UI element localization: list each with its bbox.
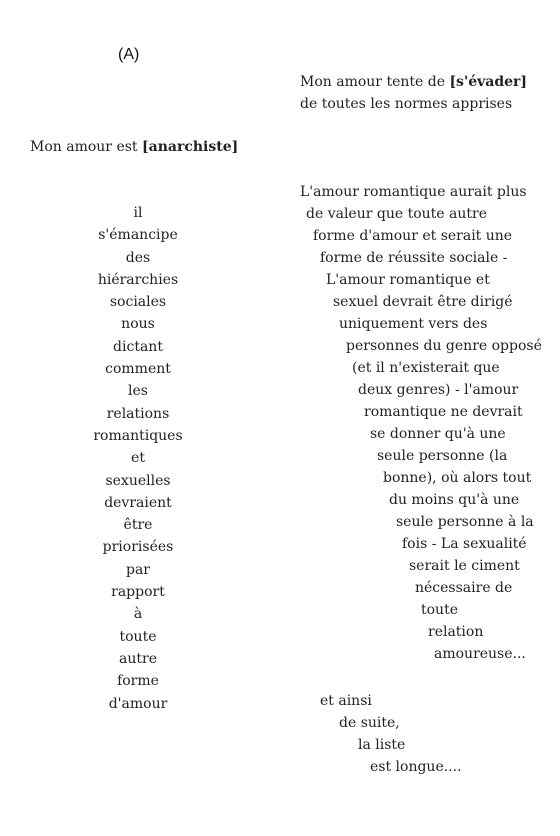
anarchiste-keyword: [anarchiste] — [142, 139, 239, 155]
right-line: deux genres) - l'amour — [358, 382, 519, 398]
left-line: à — [133, 606, 143, 623]
left-line: sexuelles — [105, 472, 171, 489]
right-line: seule personne (la — [377, 448, 508, 464]
left-line: rapport — [111, 584, 165, 601]
left-line: relations — [106, 405, 170, 422]
right-line: bonne), où alors tout — [383, 470, 532, 486]
right-line: L'amour romantique aurait plus — [300, 184, 527, 200]
evader-line — [300, 71, 527, 93]
evader-prefix: Mon amour tente de — [300, 74, 450, 90]
left-line: romantiques — [93, 427, 183, 444]
right-line: se donner qu'à une — [370, 426, 506, 442]
right-line: toute — [421, 602, 458, 618]
evader-keyword: [s'évader] — [449, 74, 528, 90]
left-line: d'amour — [108, 695, 168, 712]
ending-line: la liste — [358, 737, 406, 753]
left-line: priorisées — [102, 539, 174, 556]
ending-line: est longue.... — [370, 759, 462, 775]
left-line: autre — [119, 650, 157, 667]
left-line: forme — [117, 673, 159, 690]
left-line: les — [128, 383, 148, 400]
left-line: être — [123, 517, 153, 534]
right-line: du moins qu'à une — [389, 492, 520, 508]
right-line: relation — [428, 624, 484, 640]
left-line: par — [125, 561, 150, 578]
left-line: s'émancipe — [98, 227, 178, 244]
left-line: il — [133, 205, 143, 221]
right-line: fois - La sexualité — [402, 536, 527, 552]
right-line: de valeur que toute autre — [306, 206, 487, 222]
right-line: serait le ciment — [409, 558, 520, 574]
right-line: L'amour romantique et — [326, 272, 490, 288]
left-line: dictant — [113, 338, 163, 355]
right-line: nécessaire de — [415, 580, 513, 596]
left-column — [68, 202, 208, 715]
right-line: forme de réussite sociale - — [320, 250, 508, 266]
right-line: amoureuse... — [434, 646, 526, 662]
right-line: uniquement vers des — [339, 316, 488, 332]
left-line: sociales — [109, 294, 167, 311]
left-line: des — [125, 249, 151, 266]
left-line: hiérarchies — [97, 271, 179, 288]
evader-line-2: de toutes les normes apprises — [300, 96, 513, 112]
ending-line: et ainsi — [320, 693, 372, 709]
right-line: romantique ne devrait — [364, 404, 523, 420]
section-label: (A) — [118, 46, 140, 63]
ending-line: de suite, — [339, 715, 400, 731]
left-line: toute — [119, 628, 157, 645]
right-line: personnes du genre opposé — [346, 338, 542, 354]
right-line: (et il n'existerait que — [352, 360, 500, 376]
left-line: nous — [121, 316, 155, 333]
right-line: forme d'amour et serait une — [313, 228, 513, 244]
anarchiste-line — [30, 136, 238, 158]
left-line: comment — [105, 361, 171, 378]
anarchiste-prefix: Mon amour est — [30, 139, 142, 155]
right-line: sexuel devrait être dirigé — [333, 294, 513, 310]
left-line: devraient — [104, 494, 172, 511]
left-line: et — [131, 450, 145, 467]
right-line: seule personne à la — [396, 514, 534, 530]
